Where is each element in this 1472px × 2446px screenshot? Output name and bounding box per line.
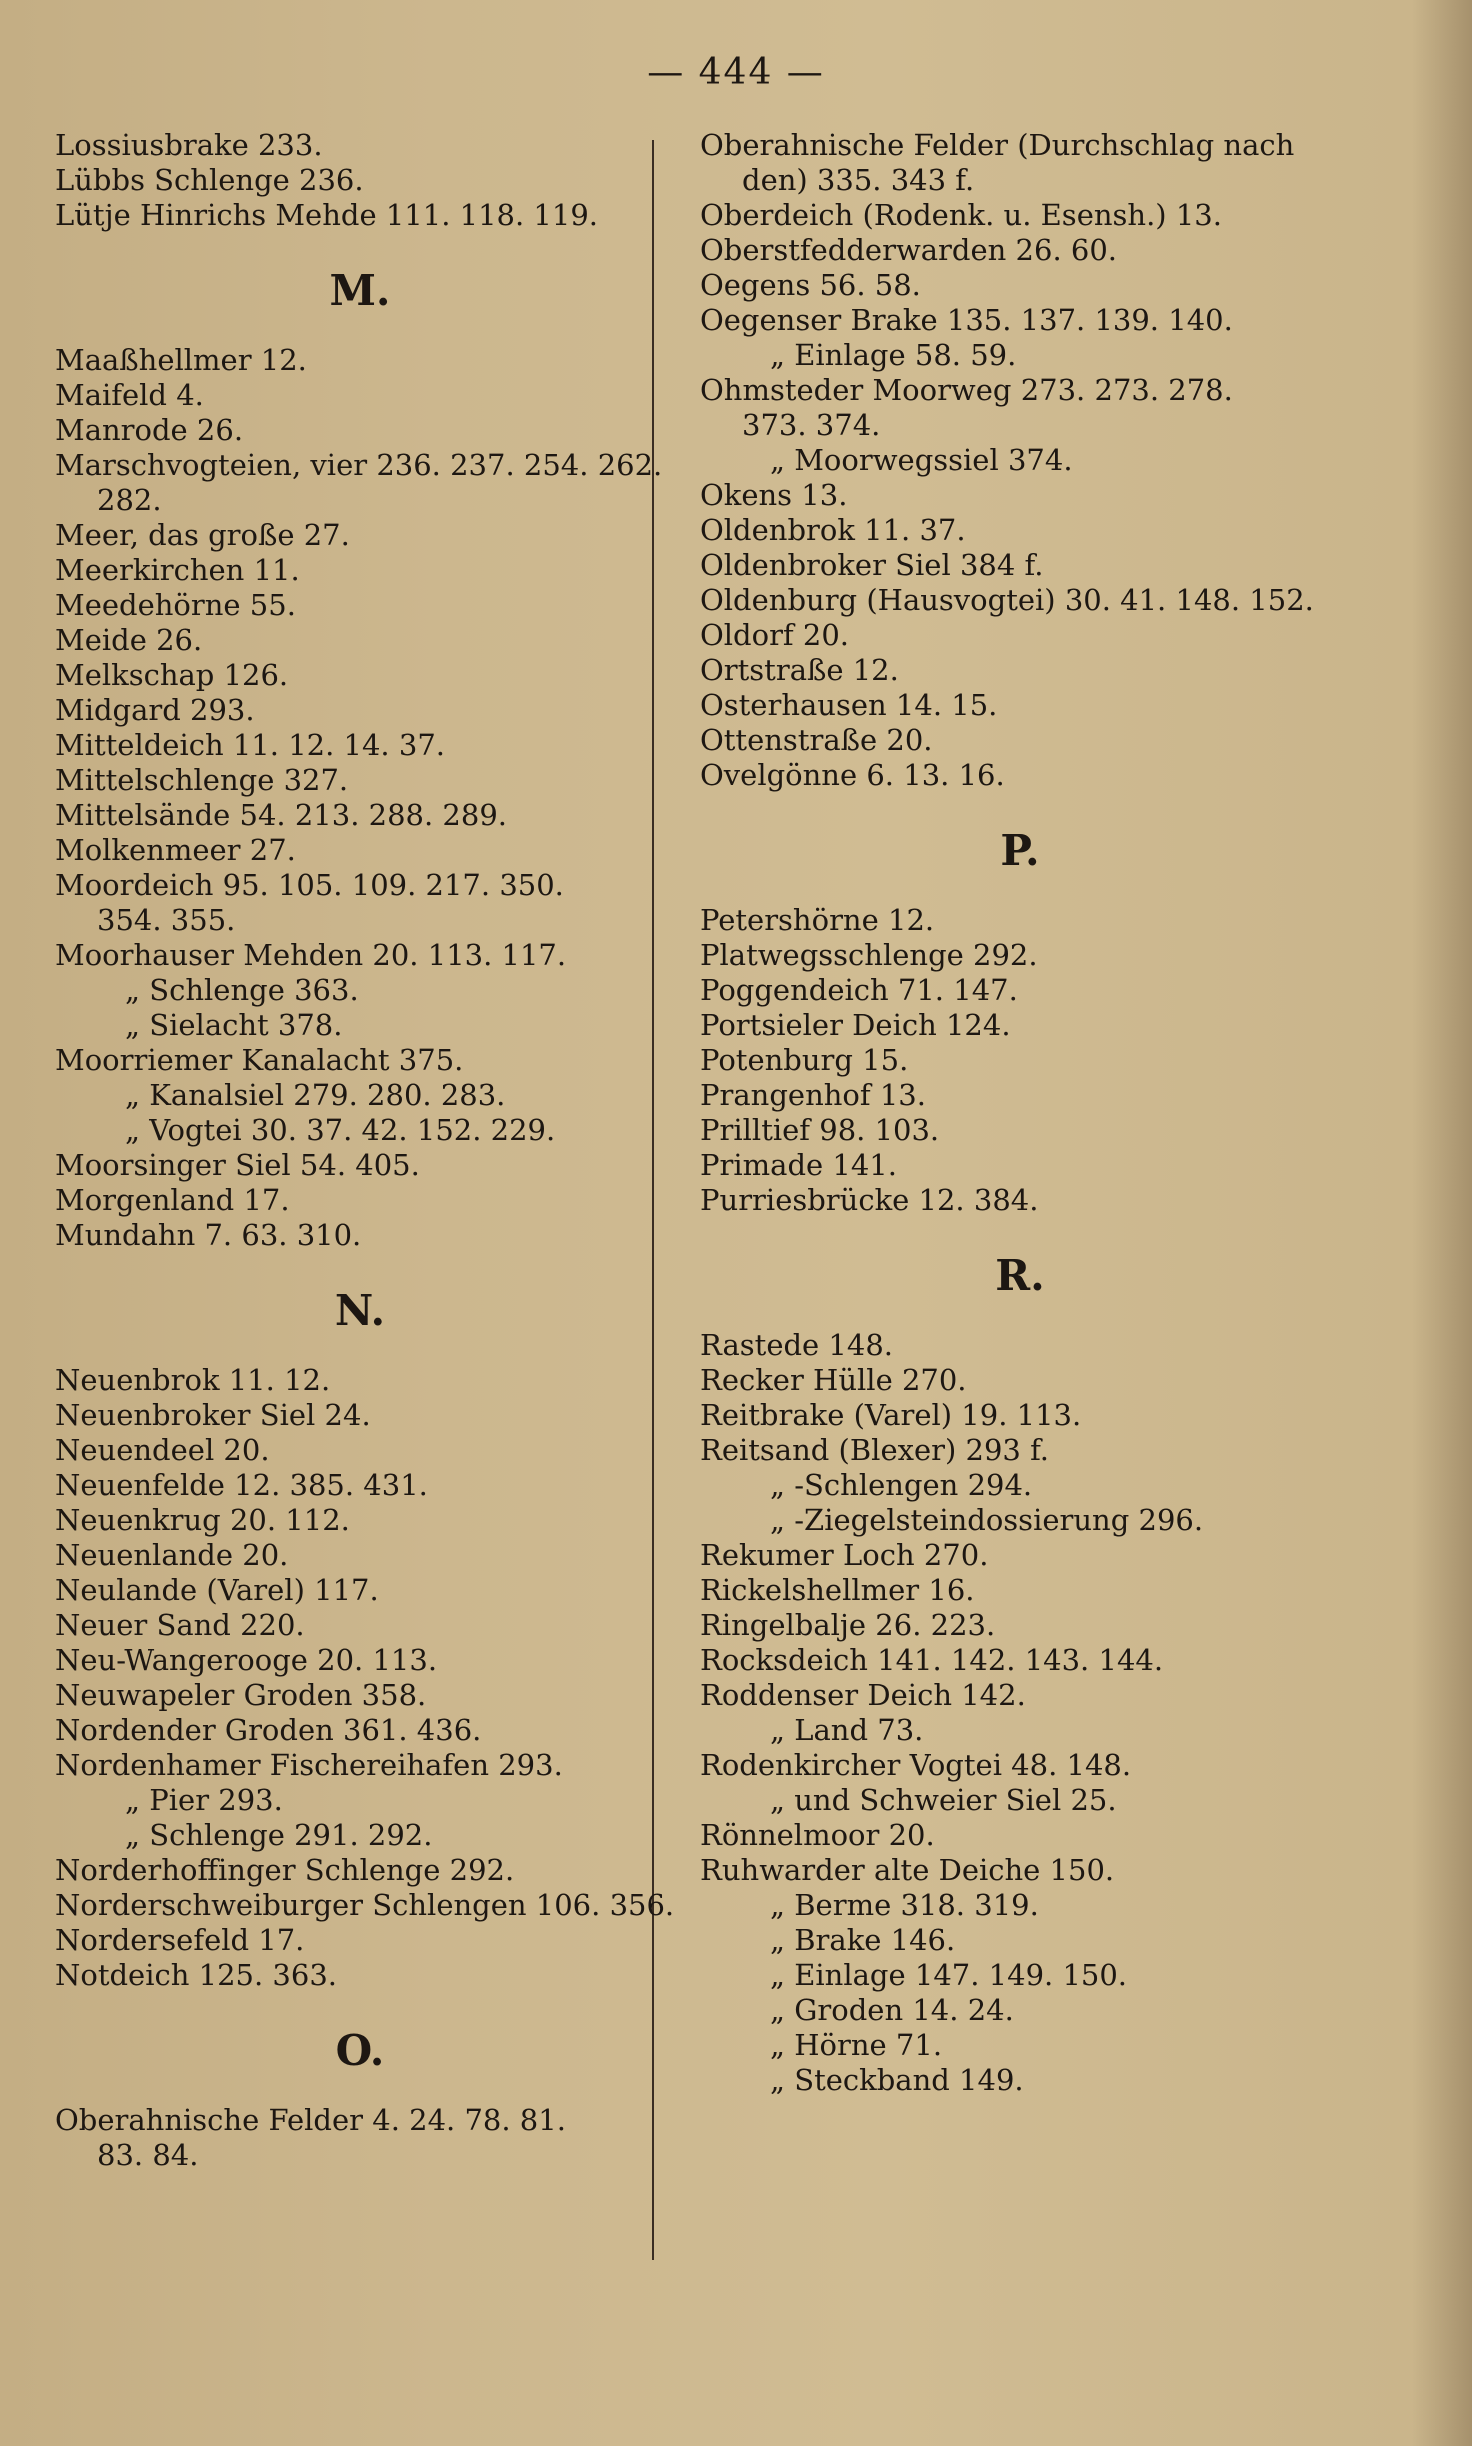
index-entry: Meerkirchen 11. (55, 553, 300, 587)
index-entry: Ohmsteder Moorweg 273. 273. 278. (700, 373, 1233, 407)
index-entry: Lütje Hinrichs Mehde 111. 118. 119. (55, 198, 598, 232)
index-entry: Rekumer Loch 270. (700, 1538, 989, 1572)
index-entry: Midgard 293. (55, 693, 255, 727)
section-letter-heading: N. (334, 1286, 386, 1335)
index-entry: Oberahnische Felder 4. 24. 78. 81. (55, 2103, 566, 2137)
index-entry: Reitbrake (Varel) 19. 113. (700, 1398, 1082, 1432)
index-entry: Oegens 56. 58. (700, 268, 921, 302)
index-entry: Marschvogteien, vier 236. 237. 254. 262. (55, 448, 663, 482)
index-entry: „ Pier 293. (125, 1783, 283, 1817)
index-entry: Notdeich 125. 363. (55, 1958, 337, 1992)
index-entry: Neuwapeler Groden 358. (55, 1678, 427, 1712)
index-entry: Rönnelmoor 20. (700, 1818, 935, 1852)
index-entry: Mittelsände 54. 213. 288. 289. (55, 798, 507, 832)
index-entry: Morgenland 17. (55, 1183, 290, 1217)
index-entry: „ Land 73. (770, 1713, 924, 1747)
index-entry-continuation: 83. 84. (97, 2138, 199, 2172)
index-entry: Ortstraße 12. (700, 653, 899, 687)
index-entry: „ Berme 318. 319. (770, 1888, 1039, 1922)
index-entry: Mittelschlenge 327. (55, 763, 349, 797)
index-entry: „ und Schweier Siel 25. (770, 1783, 1117, 1817)
index-entry: Manrode 26. (55, 413, 244, 447)
index-entry: Molkenmeer 27. (55, 833, 296, 867)
index-entry: Oldorf 20. (700, 618, 850, 652)
index-entry: Oegenser Brake 135. 137. 139. 140. (700, 303, 1233, 337)
index-entry: Moorhauser Mehden 20. 113. 117. (55, 938, 567, 972)
index-entry: Prilltief 98. 103. (700, 1113, 940, 1147)
index-entry: Okens 13. (700, 478, 848, 512)
index-entry: Nordersefeld 17. (55, 1923, 305, 1957)
index-entry: „ Einlage 58. 59. (770, 338, 1017, 372)
index-entry: Moordeich 95. 105. 109. 217. 350. (55, 868, 564, 902)
index-entry-continuation: 282. (97, 483, 162, 517)
index-entry: „ Moorwegssiel 374. (770, 443, 1073, 477)
section-letter-heading: R. (995, 1251, 1045, 1300)
index-entry: Ringelbalje 26. 223. (700, 1608, 996, 1642)
index-entry: Meide 26. (55, 623, 203, 657)
index-entry: Nordenhamer Fischereihafen 293. (55, 1748, 563, 1782)
index-entry: „ Schlenge 291. 292. (125, 1818, 433, 1852)
index-entry: Osterhausen 14. 15. (700, 688, 998, 722)
section-letter-heading: P. (1000, 826, 1040, 875)
index-entry: Mundahn 7. 63. 310. (55, 1218, 362, 1252)
index-entry: Lossiusbrake 233. (55, 128, 323, 162)
index-entry: Norderhoffinger Schlenge 292. (55, 1853, 515, 1887)
index-entry: Rodenkircher Vogtei 48. 148. (700, 1748, 1132, 1782)
index-entry: „ Brake 146. (770, 1923, 956, 1957)
index-entry: Roddenser Deich 142. (700, 1678, 1026, 1712)
index-entry: „ Sielacht 378. (125, 1008, 343, 1042)
index-entry: Portsieler Deich 124. (700, 1008, 1011, 1042)
index-entry: Platwegsschlenge 292. (700, 938, 1038, 972)
index-entry-continuation: den) 335. 343 f. (742, 163, 975, 197)
index-entry: „ Groden 14. 24. (770, 1993, 1014, 2027)
index-entry: Neuenbrok 11. 12. (55, 1363, 331, 1397)
index-entry: Oldenbroker Siel 384 f. (700, 548, 1044, 582)
index-entry: Norderschweiburger Schlengen 106. 356. (55, 1888, 675, 1922)
index-entry: Nordender Groden 361. 436. (55, 1713, 482, 1747)
index-entry: Neuendeel 20. (55, 1433, 270, 1467)
index-entry: Neuer Sand 220. (55, 1608, 305, 1642)
index-entry: Primade 141. (700, 1148, 897, 1182)
index-entry: Purriesbrücke 12. 384. (700, 1183, 1039, 1217)
index-entry: Ottenstraße 20. (700, 723, 933, 757)
index-entry: Melkschap 126. (55, 658, 289, 692)
index-entry: Neu-Wangerooge 20. 113. (55, 1643, 438, 1677)
index-entry: Meer, das große 27. (55, 518, 350, 552)
index-entry: Mitteldeich 11. 12. 14. 37. (55, 728, 445, 762)
index-entry: Ovelgönne 6. 13. 16. (700, 758, 1005, 792)
index-entry: Poggendeich 71. 147. (700, 973, 1018, 1007)
index-entry: Prangenhof 13. (700, 1078, 926, 1112)
index-entry: Rickelshellmer 16. (700, 1573, 975, 1607)
section-letter-heading: O. (335, 2026, 385, 2075)
page-edge-shadow (1412, 0, 1472, 2446)
index-entry: Neulande (Varel) 117. (55, 1573, 379, 1607)
index-entry: Meedehörne 55. (55, 588, 296, 622)
index-entry: Petershörne 12. (700, 903, 935, 937)
index-entry: „ Einlage 147. 149. 150. (770, 1958, 1128, 1992)
index-entry: Moorsinger Siel 54. 405. (55, 1148, 420, 1182)
section-letter-heading: M. (329, 266, 391, 315)
index-entry: „ Schlenge 363. (125, 973, 359, 1007)
index-entry: Oberstfedderwarden 26. 60. (700, 233, 1118, 267)
index-entry: „ -Ziegelsteindossierung 296. (770, 1503, 1204, 1537)
index-entry: Rastede 148. (700, 1328, 894, 1362)
index-entry: Maaßhellmer 12. (55, 343, 307, 377)
index-entry: „ Hörne 71. (770, 2028, 943, 2062)
index-entry: Ruhwarder alte Deiche 150. (700, 1853, 1115, 1887)
index-entry: Neuenkrug 20. 112. (55, 1503, 350, 1537)
index-entry: „ Kanalsiel 279. 280. 283. (125, 1078, 506, 1112)
index-entry: „ Steckband 149. (770, 2063, 1024, 2097)
index-entry: Rocksdeich 141. 142. 143. 144. (700, 1643, 1164, 1677)
index-entry: Oberahnische Felder (Durchschlag nach (700, 128, 1295, 162)
index-entry: Oberdeich (Rodenk. u. Esensh.) 13. (700, 198, 1222, 232)
index-entry: Maifeld 4. (55, 378, 204, 412)
index-column-right (700, 128, 1340, 2098)
index-entry: Neuenbroker Siel 24. (55, 1398, 371, 1432)
index-entry: „ -Schlengen 294. (770, 1468, 1033, 1502)
index-entry-continuation: 354. 355. (97, 903, 236, 937)
page-number: — 444 — (647, 52, 825, 93)
index-entry: Moorriemer Kanalacht 375. (55, 1043, 464, 1077)
index-entry: Recker Hülle 270. (700, 1363, 967, 1397)
index-entry: Neuenfelde 12. 385. 431. (55, 1468, 428, 1502)
index-entry: Reitsand (Blexer) 293 f. (700, 1433, 1050, 1467)
index-entry: „ Vogtei 30. 37. 42. 152. 229. (125, 1113, 556, 1147)
index-entry: Potenburg 15. (700, 1043, 909, 1077)
index-entry: Lübbs Schlenge 236. (55, 163, 364, 197)
index-entry-continuation: 373. 374. (742, 408, 881, 442)
index-entry: Oldenburg (Hausvogtei) 30. 41. 148. 152. (700, 583, 1314, 617)
index-entry: Oldenbrok 11. 37. (700, 513, 966, 547)
index-entry: Neuenlande 20. (55, 1538, 289, 1572)
index-column-left (55, 128, 675, 2173)
